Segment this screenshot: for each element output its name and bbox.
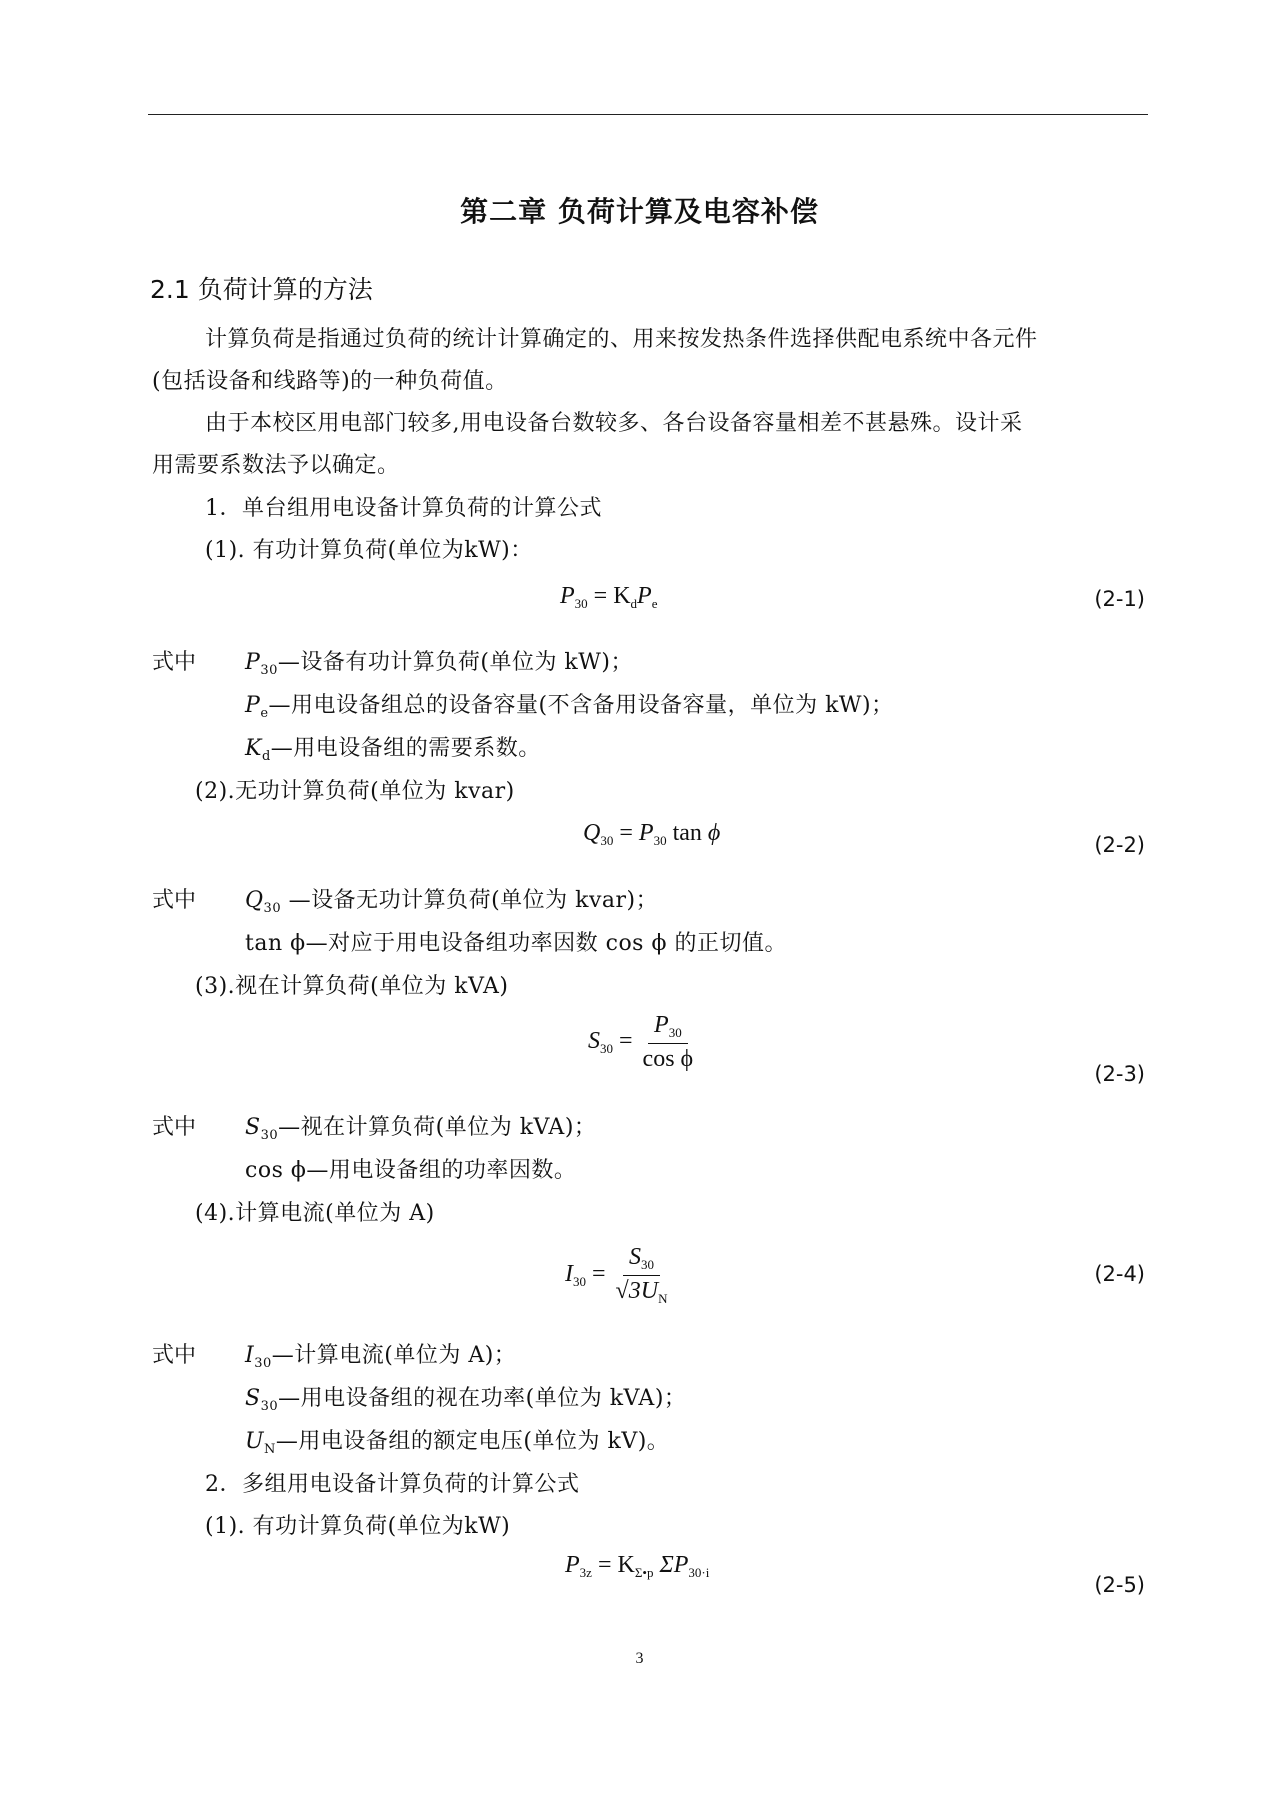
definition-line: tan ϕ—对应于用电设备组功率因数 cos ϕ 的正切值。 [245,931,787,956]
equation-2-4: $I_{30}$ = $\frac{S_{30}}{√3U_N}$ [565,1244,668,1306]
subheading: 2．多组用电设备计算负荷的计算公式 [205,1472,580,1497]
paragraph-line: 用需要系数法予以确定。 [152,453,400,478]
equation-number: (2-2) [1094,833,1145,857]
paragraph-line: (包括设备和线路等)的一种负荷值。 [152,369,508,394]
definition-line: cos ϕ—用电设备组的功率因数。 [245,1158,577,1183]
where-label: 式中 [152,650,197,675]
section-title: 2.1 负荷计算的方法 [150,275,373,304]
subheading: (1). 有功计算负荷(单位为kW)： [205,538,533,563]
definition-line: $S_{30}—$用电设备组的视在功率(单位为 kVA)； [245,1386,687,1414]
chapter-title: 第二章 负荷计算及电容补偿 [460,195,819,228]
equation-2-3: $S_{30}$ = $\frac{P_{30}}{\text{cos ϕ}}$ [588,1012,694,1072]
where-label: 式中 [152,888,197,913]
definition-line: $K_d—$用电设备组的需要系数。 [245,736,541,764]
definition-line: $P_e—$用电设备组总的设备容量(不含备用设备容量，单位为 kW)； [245,693,894,721]
header-rule [148,114,1148,115]
equation-2-2: $Q_{30} = P_{30}$ tan ϕ [583,820,721,848]
subheading: (2).无功计算负荷(单位为 kvar) [195,779,515,804]
equation-number: (2-4) [1094,1262,1145,1286]
subheading: 1．单台组用电设备计算负荷的计算公式 [205,496,602,521]
equation-number: (2-5) [1094,1573,1145,1597]
where-label: 式中 [152,1343,197,1368]
equation-2-1: $P_{30} = K_dP_e$ [560,583,658,611]
subheading: (3).视在计算负荷(单位为 kVA) [195,974,509,999]
definition-line: $U_N—$用电设备组的额定电压(单位为 kV)。 [245,1429,670,1457]
definition-line: $I_{30}—$计算电流(单位为 A)； [245,1343,517,1371]
where-label: 式中 [152,1115,197,1140]
definition-line: $S_{30}—$视在计算负荷(单位为 kVA)； [245,1115,597,1143]
subheading: (1). 有功计算负荷(单位为kW) [205,1514,511,1539]
definition-line: $Q_{30}$ —设备无功计算负荷(单位为 kvar)； [245,888,659,916]
subheading: (4).计算电流(单位为 A) [195,1201,435,1226]
paragraph-line: 计算负荷是指通过负荷的统计计算确定的、用来按发热条件选择供配电系统中各元件 [205,327,1038,352]
page-number: 3 [635,1650,644,1667]
equation-number: (2-3) [1094,1062,1145,1086]
equation-number: (2-1) [1094,587,1145,611]
paragraph-line: 由于本校区用电部门较多,用电设备台数较多、各台设备容量相差不甚悬殊。设计采 [205,411,1023,436]
definition-line: $P_{30}—$设备有功计算负荷(单位为 kW)； [245,650,633,678]
equation-2-5: $P_{3z} = K_{\Sigma•p}$ $\Sigma P_{30\cdot i}$ [565,1552,710,1580]
